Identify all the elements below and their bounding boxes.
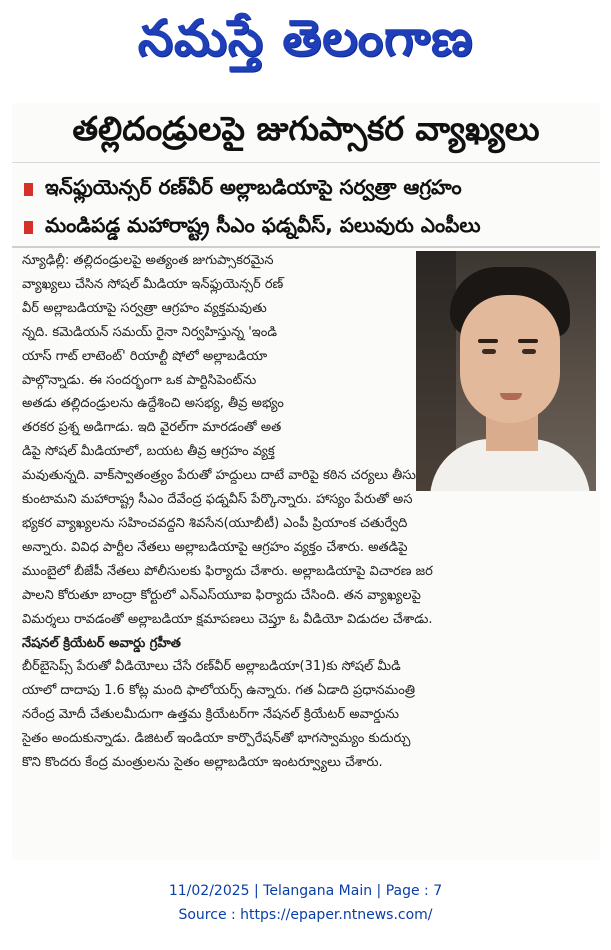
body-line: మవుతున్నది. వాక్‌స్వాతంత్ర్యం పేరుతో హద్దులు దాటే వారిపై కఠిన చర్యలు తీసు [22,468,416,484]
body-line: యాస్ గాట్ లాటెంట్' రియాల్టీ షోలో అల్లాబడియా [22,348,268,364]
footer-date-page: 11/02/2025 | Telangana Main | Page : 7 [168,883,443,899]
newspaper-logo: నమస్తే తెలంగాణ [137,8,474,67]
footer-source: Source : https://epaper.ntnews.com/ [178,907,433,923]
body-line: న్నది. కమెడియన్ సమయ్ రైనా నిర్వహిస్తున్న 'ఇండి [22,324,277,340]
subheadline-1-text: ఇన్‌ఫ్లుయెన్సర్ రణ్‌వీర్ అల్లాబడియాపై సర్వత్రా ఆగ్రహం [45,174,462,199]
body-line: పాల్గొన్నాడు. ఈ సందర్భంగా ఒక పార్టిసిపెంట్‌ను [22,372,257,388]
subheadline-1 [24,173,594,205]
news-clipping [12,103,600,860]
body-line: భ్యకర వ్యాఖ్యలను సహించవద్దని శివసేన(యూబీటీ) ఎంపీ ప్రియాంక చతుర్వేది [22,515,408,531]
subheadline-2 [24,211,594,243]
body-line: న్యూఢిల్లీ: తల్లిదండ్రులపై అత్యంత జుగుప్సాకరమైన [22,253,274,268]
body-line: వ్యాఖ్యలు చేసిన సోషల్ మీడియా ఇన్‌ఫ్లుయెన్సర్ రణ్ [22,276,284,292]
subheadline-2-text: మండిపడ్డ మహారాష్ట్ర సీఎం ఫడ్నవీస్, పలువురు ఎంపీలు [45,212,481,237]
body-narrow-column [22,249,407,464]
bullet-square-icon [24,183,33,196]
body-line: ముంబైలో బీజేపీ నేతలు పోలీసులకు ఫిర్యాదు చేశారు. అల్లాబడియాపై విచారణ జర [22,563,433,579]
body-line: తరకర ప్రశ్న అడిగాడు. ఇది వైరల్‌గా మారడంతో అత [22,420,282,436]
body-line: నరేంద్ర మోదీ చేతులమీదుగా ఉత్తమ క్రియేటర్‌గా నేషనల్ క్రియేటర్ అవార్డును [22,707,400,723]
body-line: కుంటామని మహారాష్ట్ర సీఎం దేవేంద్ర ఫడ్నవీస్ పేర్కొన్నారు. హాస్యం పేరుతో అస [22,492,413,508]
body-line: కొని కొందరు కేంద్ర మంత్రులను సైతం అల్లాబడియా ఇంటర్వ్యూలు చేశారు. [22,755,383,771]
masthead [0,0,611,88]
body-line: అన్నారు. వివిధ పార్టీల నేతలు అల్లాబడియాపై ఆగ్రహం వ్యక్తం చేశారు. అతడిపై [22,539,408,555]
divider [12,246,600,248]
bullet-square-icon [24,221,33,234]
body-line: యాలో దాదాపు 1.6 కోట్ల మంది ఫాలోయర్స్ ఉన్నారు. గత ఏడాది ప్రధానమంత్రి [22,683,416,699]
body-line: పాలని కోరుతూ బాంద్రా కోర్టులో ఎన్‌ఎస్‌యూఐ ఫిర్యాదు చేసింది. తన వ్యాఖ్యలపై [22,587,421,603]
body-line: అతడు తల్లిదండ్రులను ఉద్దేశించి అసభ్య, తీవ్ర అభ్యం [22,396,284,412]
body-line: సైతం అందుకున్నాడు. డిజిటల్ ఇండియా కార్పొరేషన్‌తో భాగస్వామ్యం కుదుర్చు [22,731,411,747]
article-body [22,249,594,775]
body-line: విమర్శలు రావడంతో అల్లాబడియా క్షమాపణలు చెప్తూ ఓ వీడియో విడుదల చేశాడు. [22,611,433,627]
body-line: డిపై సోషల్ మీడియాలో, బయట తీవ్ర ఆగ్రహం వ్యక్త [22,444,275,460]
body-line: వీర్ అల్లాబడియాపై సర్వత్రా ఆగ్రహం వ్యక్తమవుతు [22,300,267,316]
section-heading: నేషనల్ క్రియేటర్ అవార్డు గ్రహీత [22,635,181,651]
body-line: బీర్‌బైసెప్స్ పేరుతో వీడియోలు చేసే రణ్‌వీర్ అల్లాబడియా(31)కు సోషల్ మీడి [22,659,401,675]
article-headline: తల్లిదండ్రులపై జుగుప్సాకర వ్యాఖ్యలు [12,103,600,163]
